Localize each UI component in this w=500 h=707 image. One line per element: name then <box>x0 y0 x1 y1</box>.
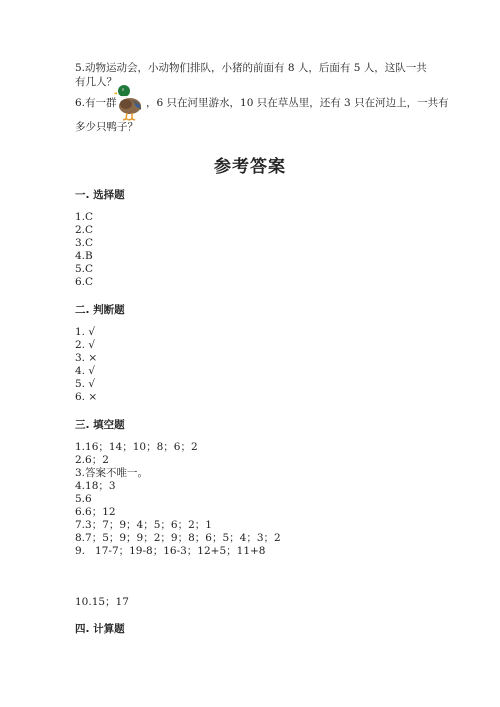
list-item: 2.C <box>75 224 94 236</box>
list-item: 3. × <box>75 352 98 364</box>
list-item: 3.C <box>75 237 94 249</box>
question-6-prefix: 6.有一群 <box>75 97 117 109</box>
list-item: 10.15；17 <box>75 596 129 608</box>
question-6-line-2: 多少只鸭子？ <box>75 121 138 133</box>
list-item: 6. × <box>75 391 98 403</box>
section-heading-calculation: 四. 计算题 <box>75 623 125 635</box>
list-item: 4.18；3 <box>75 480 116 492</box>
list-item: 5. √ <box>75 378 96 390</box>
list-item: 4.B <box>75 250 93 262</box>
list-item: 1. √ <box>75 326 96 338</box>
list-item: 6.C <box>75 276 94 288</box>
list-item: 2. √ <box>75 339 96 351</box>
list-item: 1.C <box>75 211 94 223</box>
question-6-suffix: ，6 只在河里游水，10 只在草丛里，还有 3 只在河边上，一共有 <box>146 97 449 109</box>
list-item: 8.7；5；9；9；2；9；8；6；5；4；3；2 <box>75 532 281 544</box>
list-item: 9. 17-7；19-8；16-3；12+5；11+8 <box>75 545 266 557</box>
duck-icon <box>114 84 144 122</box>
list-item: 1.16；14；10；8；6；2 <box>75 441 198 453</box>
list-item: 5.6 <box>75 493 92 505</box>
answers-title: 参考答案 <box>214 157 286 177</box>
section-heading-judgement: 二. 判断题 <box>75 304 125 316</box>
list-item: 7.3；7；9；4；5；6；2；1 <box>75 519 212 531</box>
list-item: 5.C <box>75 263 94 275</box>
list-item: 4. √ <box>75 365 96 377</box>
list-item: 6.6；12 <box>75 506 116 518</box>
section-heading-fill-blank: 三. 填空题 <box>75 419 125 431</box>
list-item: 2.6；2 <box>75 454 109 466</box>
question-5-line-1: 5.动物运动会，小动物们排队，小猪的前面有 8 人，后面有 5 人，这队一共 <box>75 62 427 74</box>
section-heading-choice: 一. 选择题 <box>75 189 125 201</box>
question-5-line-2: 有几人？ <box>75 76 117 88</box>
list-item: 3.答案不唯一。 <box>75 467 149 479</box>
